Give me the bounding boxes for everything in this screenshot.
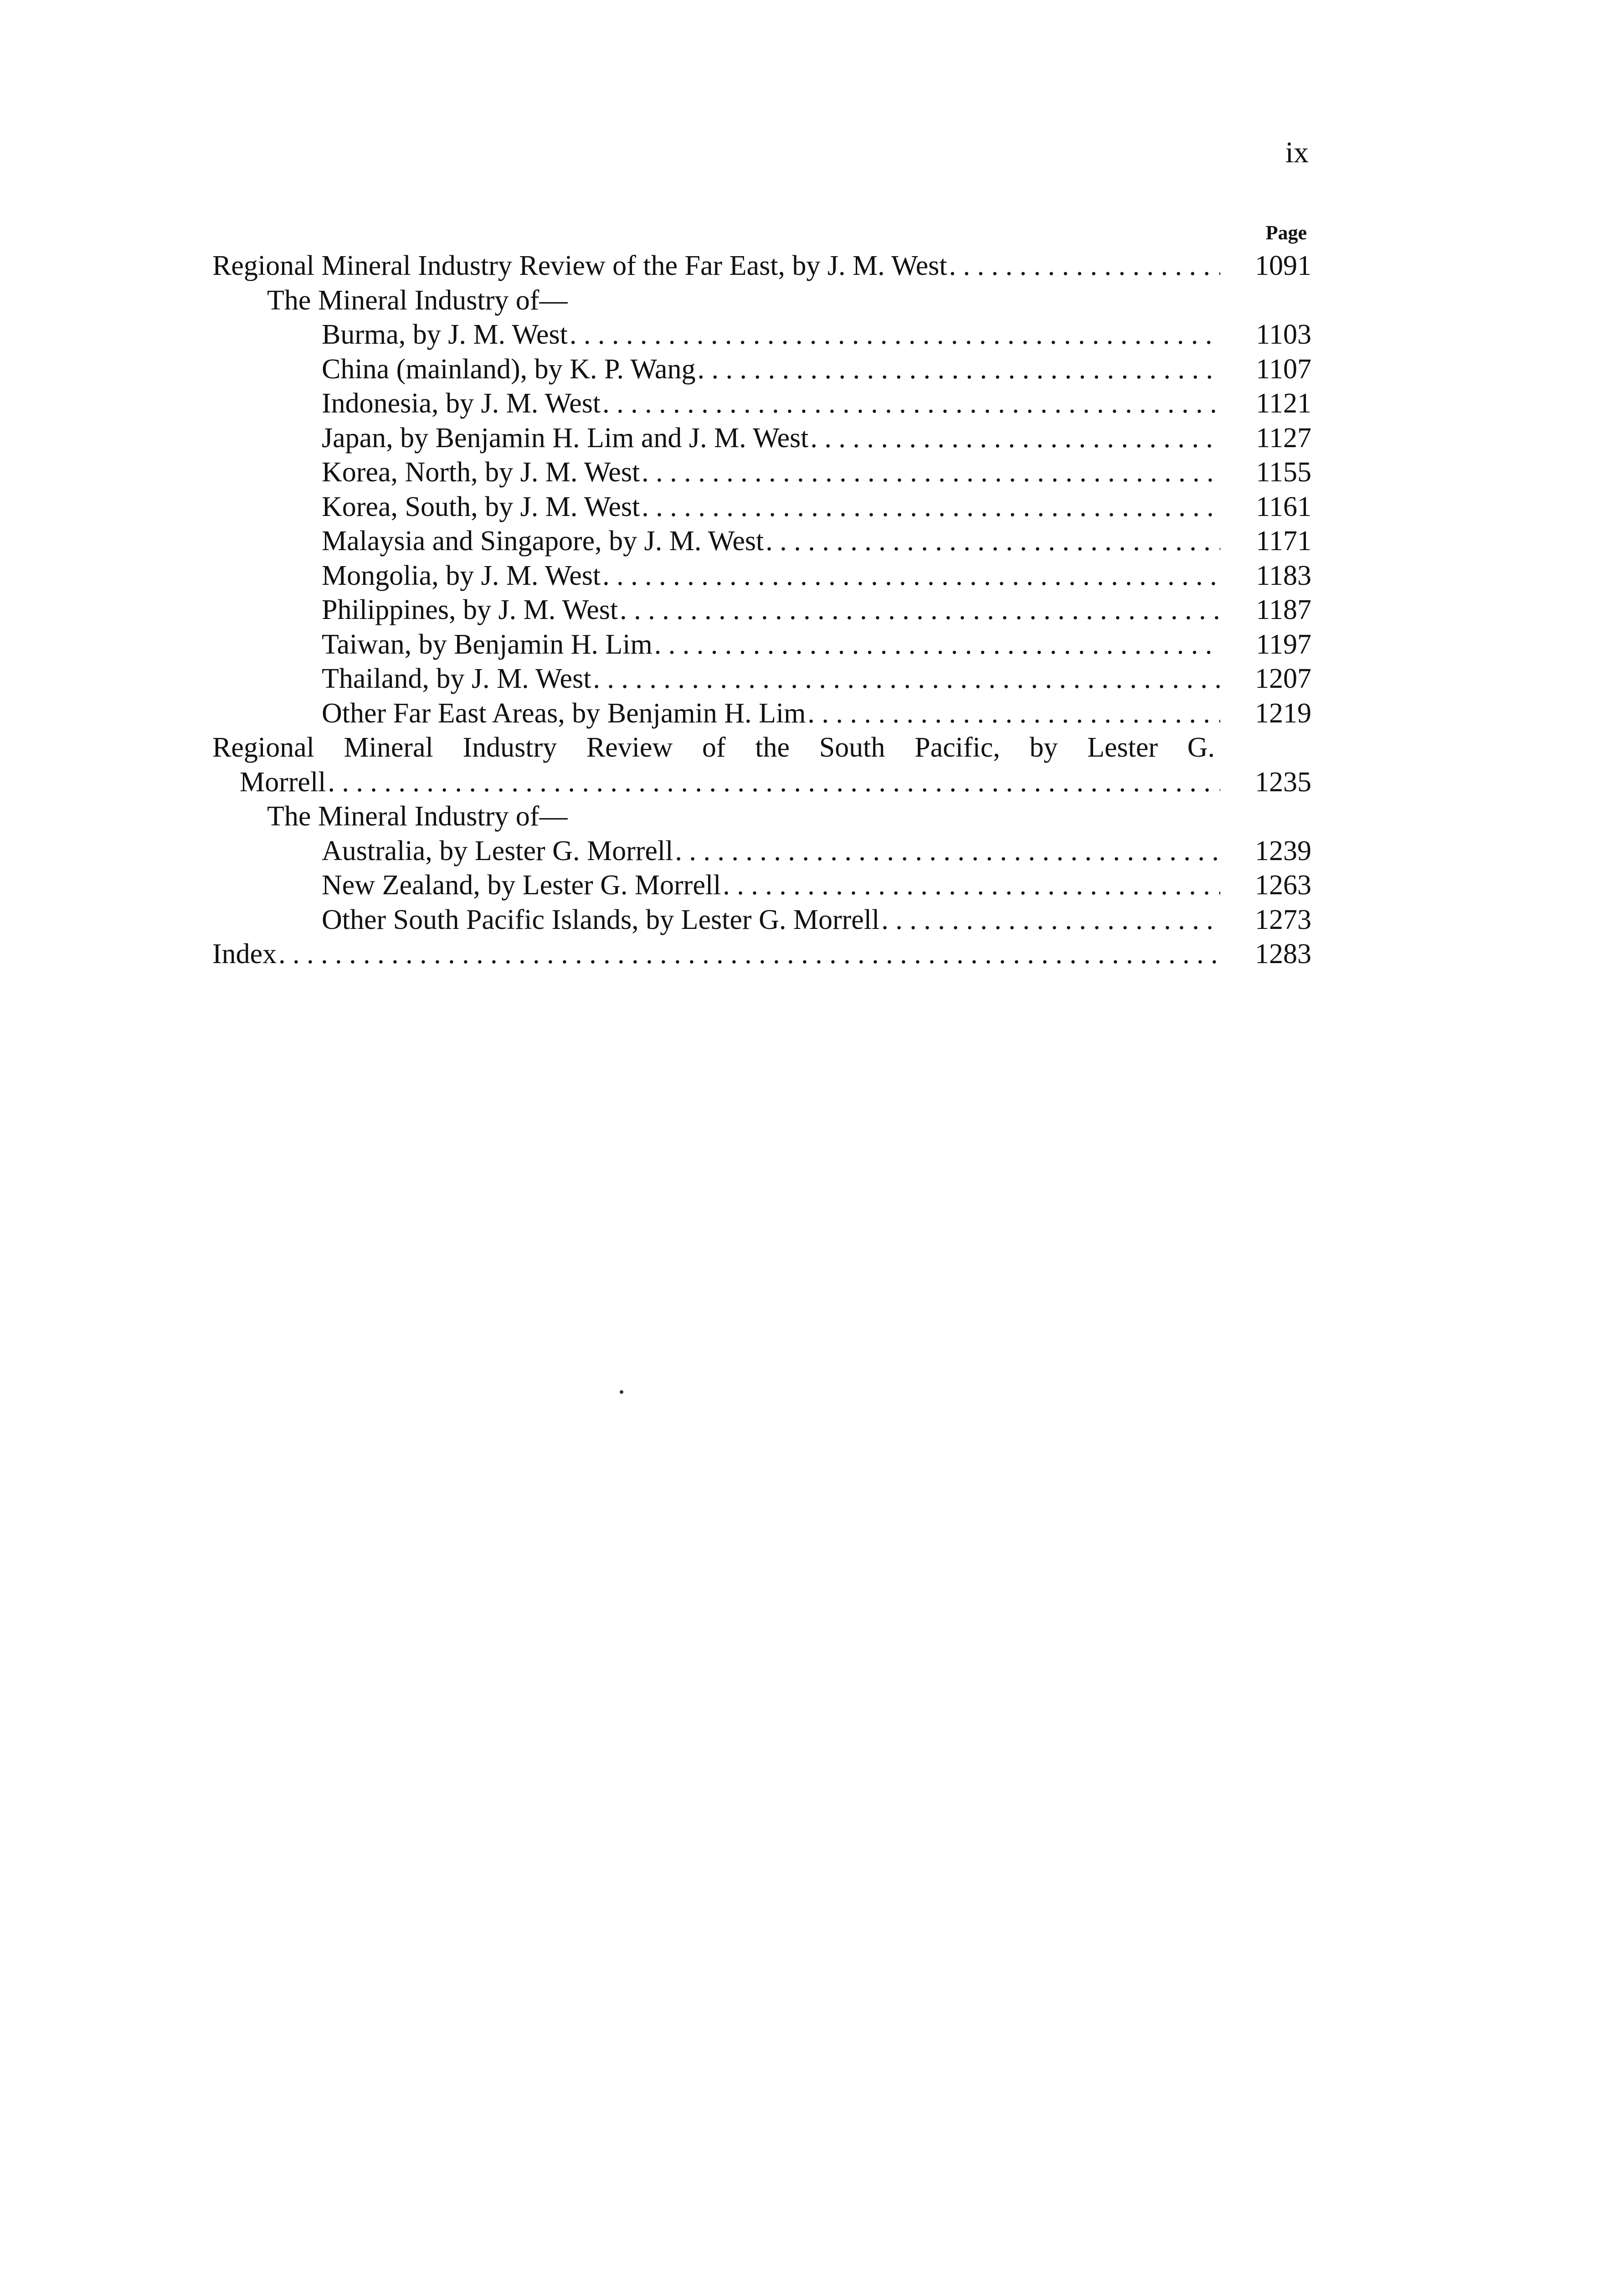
toc-entry <box>212 387 1311 421</box>
dot-leader <box>620 593 1220 628</box>
toc-entry-title: Korea, North, by J. M. West <box>322 457 640 488</box>
toc-entry <box>212 352 1311 387</box>
toc-entry-page: 1187 <box>1256 594 1311 625</box>
toc-entry <box>212 834 1311 869</box>
dot-leader <box>278 937 1220 972</box>
page-speck <box>620 1390 623 1394</box>
toc-entry-title: Index <box>212 938 277 969</box>
toc-entry-page: 1235 <box>1255 766 1311 798</box>
toc-entry-title: Japan, by Benjamin H. Lim and J. M. West <box>322 422 809 454</box>
toc-entry-title: Indonesia, by J. M. West <box>322 388 601 419</box>
toc-entry <box>212 524 1311 559</box>
dot-leader <box>642 455 1220 490</box>
toc-entry <box>212 628 1311 662</box>
dot-leader <box>807 696 1220 731</box>
toc-entry-page: 1239 <box>1255 835 1311 866</box>
table-of-contents <box>212 217 1311 972</box>
page-column-header <box>212 217 1311 249</box>
toc-entry-title: Morrell <box>240 766 326 798</box>
toc-entry-title: Regional Mineral Industry Review of the Far East, by J. M. West <box>212 250 947 281</box>
toc-entry <box>212 799 1311 834</box>
toc-entry-title: Regional Mineral Industry Review of the South Pacific, by Lester G. <box>212 732 1215 763</box>
dot-leader <box>723 868 1220 903</box>
toc-entry <box>212 284 1311 318</box>
dot-leader <box>593 662 1220 696</box>
dot-leader <box>810 421 1220 456</box>
toc-entry-page: 1273 <box>1255 904 1311 935</box>
dot-leader <box>881 903 1220 938</box>
dot-leader <box>675 834 1220 869</box>
dot-leader <box>570 318 1220 352</box>
dot-leader <box>654 628 1220 662</box>
toc-entry-title: Other Far East Areas, by Benjamin H. Lim <box>322 697 806 729</box>
toc-entry-page: 1161 <box>1256 491 1311 522</box>
toc-entry-page: 1127 <box>1256 422 1311 454</box>
toc-entry <box>212 421 1311 456</box>
toc-entry <box>212 937 1311 972</box>
toc-entry <box>212 593 1311 628</box>
toc-entry <box>212 903 1311 938</box>
toc-entry-page: 1219 <box>1255 697 1311 729</box>
dot-leader <box>766 524 1220 559</box>
toc-entry-page: 1091 <box>1255 250 1311 281</box>
toc-entry <box>212 559 1311 593</box>
toc-entry-title: New Zealand, by Lester G. Morrell <box>322 870 721 901</box>
dot-leader <box>602 559 1220 593</box>
page-number: ix <box>1285 136 1309 169</box>
toc-entry-page: 1183 <box>1256 560 1311 591</box>
toc-entry <box>212 249 1311 284</box>
toc-entry-title: Korea, South, by J. M. West <box>322 491 640 522</box>
toc-entry-page: 1283 <box>1255 938 1311 969</box>
toc-entry-title: Philippines, by J. M. West <box>322 594 618 625</box>
toc-entry-page: 1107 <box>1256 353 1311 385</box>
toc-entry <box>212 662 1311 696</box>
toc-entry <box>212 765 1311 800</box>
toc-entry-page: 1263 <box>1255 870 1311 901</box>
toc-entry-title: Burma, by J. M. West <box>322 319 568 350</box>
toc-entry-title: Other South Pacific Islands, by Lester G. Morrell <box>322 904 880 935</box>
dot-leader <box>328 765 1220 800</box>
page-column-header-label: Page <box>1265 222 1307 244</box>
dot-leader <box>642 490 1220 525</box>
toc-entry-title: Taiwan, by Benjamin H. Lim <box>322 629 653 660</box>
toc-entry <box>212 696 1311 731</box>
toc-entry-page: 1103 <box>1256 319 1311 350</box>
toc-entry-title: The Mineral Industry of— <box>267 284 568 316</box>
toc-entries <box>212 249 1311 972</box>
toc-entry-title: Australia, by Lester G. Morrell <box>322 835 673 866</box>
toc-entry-title: Thailand, by J. M. West <box>322 663 591 694</box>
dot-leader <box>949 249 1220 284</box>
toc-entry-page: 1171 <box>1256 526 1311 557</box>
toc-entry <box>212 868 1311 903</box>
dot-leader <box>697 352 1220 387</box>
toc-entry-page: 1207 <box>1255 663 1311 694</box>
toc-entry-title: Malaysia and Singapore, by J. M. West <box>322 526 764 557</box>
toc-entry-title: The Mineral Industry of— <box>267 801 568 832</box>
toc-entry-title: China (mainland), by K. P. Wang <box>322 353 696 385</box>
toc-entry-page: 1197 <box>1256 629 1311 660</box>
toc-entry-page: 1155 <box>1256 457 1311 488</box>
toc-entry <box>212 731 1311 765</box>
dot-leader <box>602 387 1220 421</box>
toc-entry <box>212 318 1311 352</box>
toc-entry <box>212 490 1311 525</box>
toc-entry-page: 1121 <box>1256 388 1311 419</box>
toc-entry <box>212 455 1311 490</box>
toc-entry-title: Mongolia, by J. M. West <box>322 560 601 591</box>
